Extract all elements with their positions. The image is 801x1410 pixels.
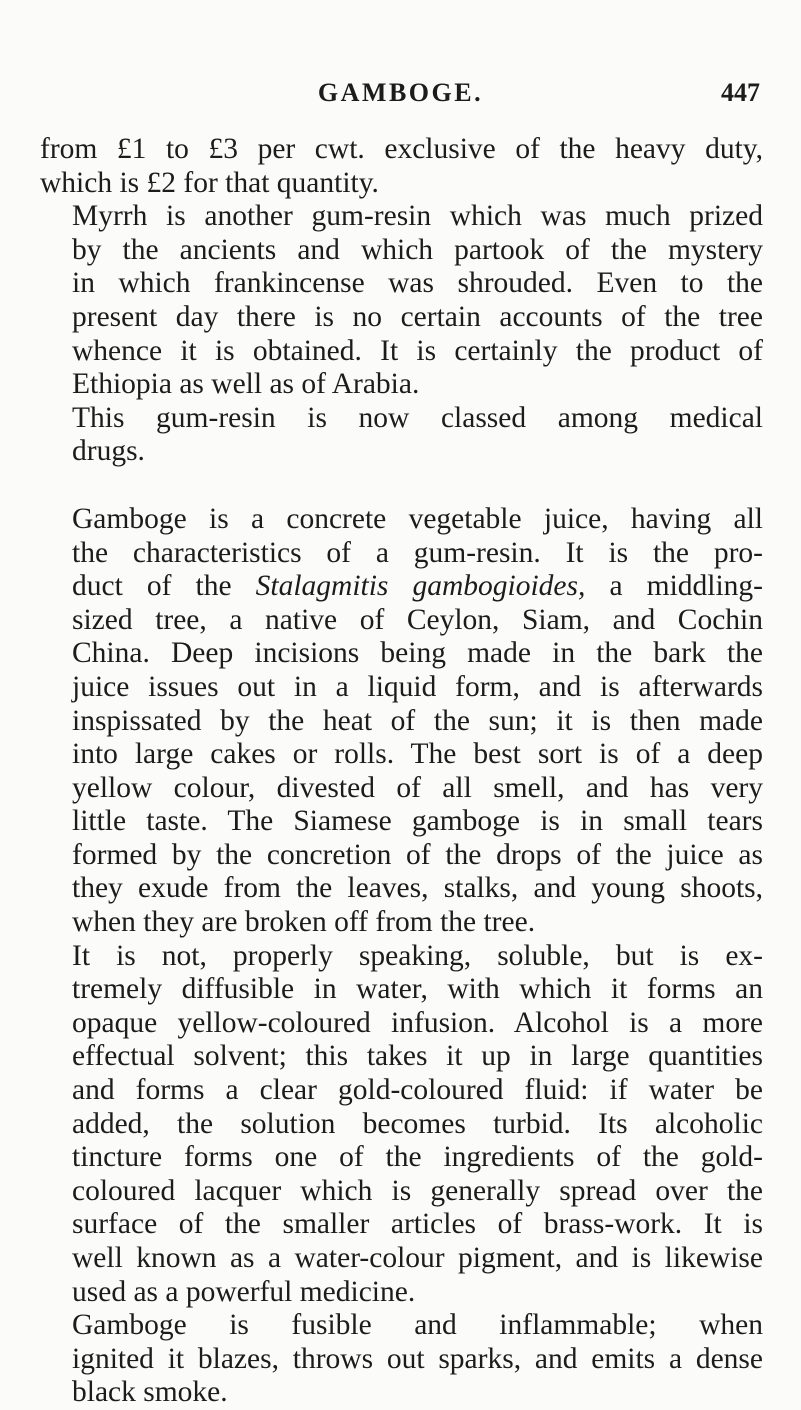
- text-line: effectual solvent; this takes it up in large quantities: [72, 1040, 763, 1073]
- text-line: inspissated by the heat of the sun; it is then made: [72, 704, 763, 737]
- text-line: which is £2 for that quantity.: [40, 166, 379, 199]
- text-segment: duct of the: [72, 570, 256, 603]
- running-title: GAMBOGE.: [317, 78, 484, 107]
- text-line: China. Deep incisions being made in the bark the: [72, 637, 763, 670]
- text-line: added, the solution becomes turbid. Its alcoholic: [72, 1107, 763, 1140]
- text-line: sized tree, a native of Ceylon, Siam, and Cochin: [72, 603, 763, 636]
- text-line: Gamboge is a concrete vegetable juice, having all: [72, 502, 763, 535]
- text-line: Ethiopia as well as of Arabia.: [72, 368, 420, 401]
- text-line: well known as a water-colour pigment, and is likewise: [72, 1242, 763, 1274]
- text-line: surface of the smaller articles of brass-work. It is: [72, 1208, 763, 1241]
- text-line: It is not, properly speaking, soluble, but is ex-: [72, 939, 763, 972]
- text-line: from £1 to £3 per cwt. exclusive of the heavy duty,: [40, 133, 763, 165]
- text-line: the characteristics of a gum-resin. It is the pro-: [72, 536, 763, 569]
- paragraph-myrrh: [40, 200, 763, 402]
- text-line: when they are broken off from the tree.: [72, 906, 536, 939]
- running-head: [0, 68, 801, 108]
- text-line: Myrrh is another gum-resin which was much prized: [72, 200, 763, 233]
- paragraph-continuation: [40, 133, 763, 200]
- species-name: Stalagmitis gambogioides,: [255, 570, 586, 603]
- text-line: present day there is no certain accounts of the tree: [72, 300, 763, 333]
- text-line: juice issues out in a liquid form, and is afterwards: [72, 670, 763, 703]
- text-line: used as a powerful medicine.: [72, 1275, 416, 1308]
- text-line: drugs.: [72, 435, 145, 468]
- text-line: This gum-resin is now classed among medical: [72, 401, 763, 434]
- paragraph-gum-resin: [40, 402, 763, 469]
- text-line: ignited it blazes, throws out sparks, and emits a dense: [72, 1342, 763, 1375]
- paragraph-gamboge-intro: [40, 503, 763, 940]
- page-number: 447: [721, 78, 760, 107]
- text-line: whence it is obtained. It is certainly the product of: [72, 334, 763, 367]
- text-line: tincture forms one of the ingredients of the gold-: [72, 1141, 763, 1174]
- text-line: in which frankincense was shrouded. Even to the: [72, 267, 763, 300]
- text-line: yellow colour, divested of all smell, and has very: [72, 771, 763, 804]
- paragraph-solubility: [40, 940, 763, 1310]
- text-line: into large cakes or rolls. The best sort is of a deep: [72, 738, 763, 771]
- body-text: [40, 133, 763, 1410]
- text-line: and forms a clear gold-coloured fluid: if water be: [72, 1074, 763, 1107]
- text-segment: a middling-: [585, 570, 763, 603]
- text-line: by the ancients and which partook of the mystery: [72, 233, 763, 266]
- text-line: black smoke.: [72, 1376, 228, 1409]
- text-line: formed by the concretion of the drops of the juice as: [72, 838, 763, 871]
- paragraph-fusible: [40, 1309, 763, 1410]
- text-line-with-species: [40, 570, 763, 604]
- text-line: they exude from the leaves, stalks, and young shoots,: [72, 872, 763, 905]
- text-line: tremely diffusible in water, with which it forms an: [72, 973, 763, 1006]
- text-line: coloured lacquer which is generally spread over the: [72, 1174, 763, 1207]
- text-line: opaque yellow-coloured infusion. Alcohol is a more: [72, 1006, 763, 1039]
- text-line: Gamboge is fusible and inflammable; when: [72, 1309, 763, 1342]
- text-line: little taste. The Siamese gamboge is in small tears: [72, 805, 763, 838]
